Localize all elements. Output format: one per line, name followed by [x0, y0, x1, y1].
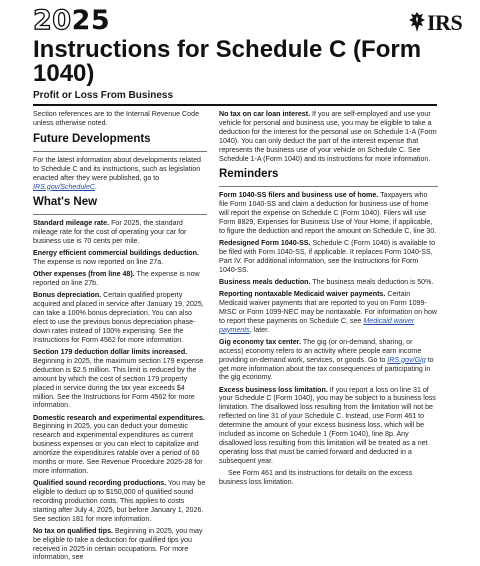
future-developments-body: For the latest information about developments related to Schedule C and its instructions, such as legislation enacted after they were published, go to: [33, 155, 201, 182]
item-text: Certain Medicaid waiver payments that are reported to you on Form 1099-MISC or Form 1099-NEC may be nontaxable. For information on how to report these payments on Schedule C, see: [219, 290, 438, 325]
item-lead: Business meals deduction.: [219, 277, 311, 286]
item-lead: Reporting nontaxable Medicaid waiver payments.: [219, 290, 386, 299]
item-lead: Other expenses (from line 48).: [33, 270, 135, 279]
item-lead: Qualified sound recording productions.: [33, 479, 167, 488]
item-text: The expense is now reported on line 27a.: [33, 258, 164, 267]
item-lead: Energy efficient commercial buildings deduction.: [33, 249, 199, 258]
item-text: If you report a loss on line 31 of your Schedule C (Form 1040), you may be subject to a business loss limitation. The disallowed loss resulting from the limitation will not be reflected on line 31 of your Schedule C. Instead, use Form 461 to determine the amount of your excess business loss, which will be included as income on Schedule 1 (Form 1040), line 8p. Any disallowed loss resulting from this limitation will be treated as a net operating loss that must be carried forward and deducted in a subsequent year.: [219, 385, 436, 465]
right-column: [219, 110, 438, 490]
item-lead: Domestic research and experimental expenditures.: [33, 413, 205, 422]
car-loan-lead: No tax on car loan interest.: [219, 110, 311, 118]
item-text: You may be eligible to deduct up to $150,000 of qualified sound recording production costs. This applies to costs starting after July 4, 2025, but before January 1, 2026. See section 181 for more information.: [33, 479, 206, 523]
reminders-heading: Reminders: [219, 168, 279, 181]
reminder-item: [219, 239, 438, 275]
car-loan-paragraph: [219, 110, 438, 163]
reminder-note: See Form 461 and its instructions for details on the excess business loss limitation.: [219, 468, 413, 486]
medicaid-waiver-link[interactable]: Medicaid waiver payments: [219, 316, 415, 334]
reminder-item: [219, 191, 438, 236]
item-text: The gig (or on-demand, sharing, or access) economy refers to an activity where people earn income providing on-demand work, services, or goods. Go to: [219, 337, 422, 364]
reminder-item: [219, 386, 438, 466]
title-divider: [33, 104, 437, 106]
left-column: [33, 110, 207, 566]
item-lead: Bonus depreciation.: [33, 291, 102, 300]
reminder-item: [219, 278, 438, 287]
list-item: [33, 219, 207, 246]
tax-year-outline-digits: 20: [33, 5, 72, 36]
reminder-item: [219, 338, 438, 383]
item-text: Certain qualified property acquired and placed in service after January 19, 2025, can take a 100% bonus depreciation. You can also elect to use the previous bonus depreciation phase-down rates instead of 100% expensing. See the Instructions for Form 4562 for more information.: [33, 291, 204, 344]
reminder-item: [219, 290, 438, 335]
future-developments-end: .: [94, 182, 97, 191]
list-item: [33, 249, 207, 267]
tax-year: [33, 6, 110, 36]
item-text: The business meals deduction is 50%.: [310, 277, 434, 286]
page-title: Instructions for Schedule C (Form 1040): [33, 36, 422, 87]
item-lead: Standard mileage rate.: [33, 219, 110, 228]
item-text: Taxpayers who file Form 1040-SS and claim a deduction for business use of home will report the expense on Schedule C (Form 1040). Filers will use Form 8829, Expenses for Business Use of Your Home, if applicable, to figure the deduction and report the amount on Schedule C, line 30.: [219, 191, 437, 236]
whats-new-heading: What's New: [33, 196, 98, 209]
eagle-icon: [408, 11, 426, 33]
list-item: [33, 348, 207, 410]
item-text: Beginning in 2025, you can deduct your domestic research and experimental expenditures as current business expenses or you can elect to capitalize and amortize the expenditures ratable over a period of 60 months or more. See Revenue Procedure 2025-28 for more information.: [33, 422, 203, 475]
list-item: [33, 479, 207, 524]
irs-logo: [408, 11, 474, 35]
item-lead: Form 1040-SS filers and business use of home.: [219, 191, 379, 200]
item-text: For 2025, the standard mileage rate for the cost of operating your car for business use is 70 cents per mile.: [33, 219, 187, 246]
schedule-c-link[interactable]: IRS.gov/ScheduleC: [33, 182, 95, 191]
heading-divider: [219, 186, 438, 187]
item-lead: Gig economy tax center.: [219, 337, 302, 346]
heading-divider: [33, 151, 207, 152]
intro-text: Section references are to the Internal Revenue Code unless otherwise noted.: [33, 110, 200, 127]
car-loan-text: If you are self-employed and use your vehicle for personal and business use, you may be eligible to take a deduction for the interest for the personal use on Schedule 1-A (Form 1040). You can only deduct the part of the interest expense that represents the business use of your vehicle on Schedule C. See Schedule 1-A (Form 1040) and its instructions for more information.: [219, 110, 437, 163]
item-text: Schedule C (Form 1040) is available to be filed with Form 1040-SS, if applicable. It replaces Form 1040-SS, Part IV. For additional information, see the Instructions for Form 1040-SS.: [219, 239, 436, 274]
list-item: [33, 414, 207, 476]
list-item: [33, 270, 207, 288]
tax-year-solid-digits: 25: [71, 5, 111, 36]
item-text-end: , later.: [249, 325, 270, 334]
gig-economy-link[interactable]: IRS.gov/Gig: [387, 355, 426, 364]
future-developments-heading: Future Developments: [33, 132, 151, 145]
item-lead: No tax on qualified tips.: [33, 526, 114, 535]
item-text: The expense is now reported on line 27b.: [33, 270, 200, 288]
item-lead: Excess business loss limitation.: [219, 385, 328, 394]
heading-divider: [33, 214, 207, 215]
irs-logo-text: IRS: [427, 10, 463, 35]
list-item: [33, 291, 207, 344]
item-text: Beginning in 2025, you may be eligible to take a deduction for qualified tips you received in 2025 in certain occupations. For more information, see: [33, 526, 203, 562]
item-lead: Section 179 deduction dollar limits increased.: [33, 347, 188, 356]
item-lead: Redesigned Form 1040-SS.: [219, 239, 311, 248]
item-text: Beginning in 2025, the maximum section 179 expense deduction is $2.5 million. This limit is reduced by the amount by which the cost of section 179 property placed in service during the tax year exceeds $4 million. See the Instructions for Form 4562 for more information.: [33, 356, 204, 410]
list-item: [33, 527, 207, 563]
page-subtitle: Profit or Loss From Business: [33, 90, 174, 101]
future-developments-text: [33, 156, 207, 192]
item-text-end: to get more information about the tax consequences of participating in the gig economy.: [219, 355, 434, 382]
